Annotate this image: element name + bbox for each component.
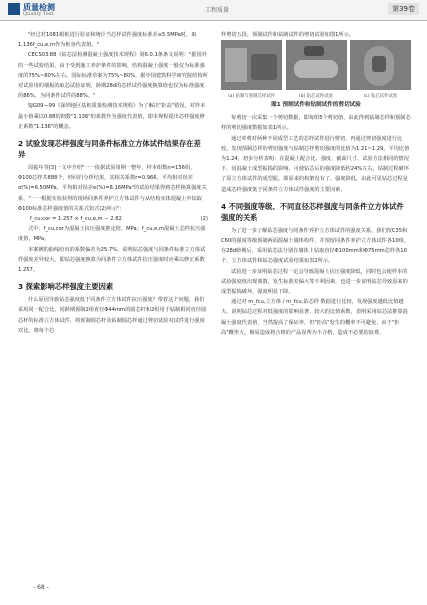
- section-title: 工程质量: [205, 7, 230, 14]
- page-header: [0, 0, 427, 26]
- paragraph: "经过对1081根桩进行验证和统计当芯样试件强度标准差≥5.5MPa时，取1.136f_cu,e,m作为桩身代表值。": [18, 32, 197, 49]
- magazine-title-en: Quality Test: [23, 11, 54, 17]
- paragraph: 什么原因导致钻芯强度低于同条件立方体试件抗压强度？带着这个问题，我们采用同一配合比，同龄期预制2组直径Φ44mm的圆芯杆和2组用于钻制相同直径圆芯杆的标准立方体试件，将预制圆芯杆及钻制圆芯样通过剪切试验对试件进行强度对比，将每个芯: [18, 297, 207, 334]
- equation-text: f_cu,cor = 1.257 × f_cu,e,m − 2.82: [30, 216, 122, 223]
- page-number: - 68 -: [33, 584, 49, 591]
- subcaption-b: (b) 钻芯试件试验: [299, 94, 333, 100]
- paragraph: 通过对 m_fcu,立方体 / m_fcu,钻芯样 数据进行比较，发现强度越低比值越大，说明钻芯过程对低强度的影响显著，较大的比值系数，表明采用钻芯法推算混凝土强度代表值，当然提高了保证率，但"拒高"发生的概率不可避免，由于"拒高"概率大，极易造成将合格的产品误判为不合格，造成不必要的浪费。: [221, 299, 408, 336]
- paragraph: CECS03∶88《钻芯法检测混凝土强度技术规程》第6.0.1条条文说明："据国外的一些试验结果，由于受到施工养护条件的影响，结构混凝土强度一般仅为标准强度的75%~80%左右，国际标准草案为75%~80%，据中国建筑科学研究院结构所对试验用的墙板的取芯试验证明，龄期28d的芯样试件强度换算值也仅为标准强度的86%，为同条件试件的88%。": [18, 52, 208, 100]
- figure-subcaptions: [221, 93, 411, 100]
- section-heading-4: 4 不同强度等级、不同直径芯样强度与同条件立方体试件强度的关系: [221, 201, 404, 222]
- paragraph: 本案例的曲线给出的系数偏差为25.7%，说明钻芯强度与同条件标准立方体试件强度差异较大，即钻芯强度换算为同条件立方体试件抗压强度时应乘以修正系数1.257。: [18, 246, 206, 274]
- paragraph: SJG09—99《深圳地区基桩质量检测技术规程》为了解决"拒高"错误，对样本最小值乘以0.88的倒数"1.136"的系数作为强度代表值，即本规程提出芯样强度修正系数"1.136"的概念。: [18, 103, 206, 130]
- section-heading-2: 2 试验发现芯样强度与同条件标准立方体试件结果存在差异: [18, 139, 201, 160]
- photo-c: [350, 40, 411, 90]
- figure-caption: 图1 预制试件和钻制试件的剪切试验: [271, 102, 361, 109]
- paragraph: 周振年等[3]一文中介绍"一一依据试验周期一整年，样本组数n=156组，Φ100芯样共888个，经回归分析结果，其相关系数r=0.966，平均相对误差σ(%)=6.50MPa，平均相对误差e(%)=8.16MPa"的试验结果得到芯样换算强度关系，"一一根据实验获得的现场同条件养护立方体试件与从结构实体混凝土中钻取Φ100标准芯样强度值的关系式如式(2)所示"：: [18, 165, 207, 212]
- paragraph: 式中：f_cu,cor为混凝土抗压强度推定值，MPa；f_cu,e,m混凝土芯样抗压强度值，MPa。: [18, 226, 206, 243]
- paragraph: 为了进一步了解钻芯强度与同条件养护立方体试件的强度关系，我们按C35和C60的强度等级预制两面混凝土墙体构件，并预留同条件养护立方体试件各10组，在28d龄期后，采用钻芯法分别在墙体上钻取直径Φ100mm和Φ75mm芯样各10个，立方体试件和钻芯强度试验结果如表2所示。: [221, 227, 410, 265]
- photo-b: [286, 40, 347, 90]
- paragraph: 通过单剪对两种不同成型工艺的芯样试件进行剪切，再通过剪切强度进行比较，发现预制芯样的剪切强度与钻制芯样剪切强度的比值为1.21~1.29，平均比值为1.24，初步分析表明：在混凝土配合比、强度、截面尺寸、试验方法相同的情况下，因混凝土成型振捣的影响，可使钻芯后的强度降低约24%左右，钻制过程破坏了原立方体试件的成型振，即原来的构架没有了，强度降低，由此可见钻芯过程是造成芯样强度低于同条件立方体试件强度的主要因素。: [221, 135, 410, 193]
- left-column: [18, 30, 208, 336]
- section-heading-3: 3 探索影响芯样强度主要因素: [18, 282, 114, 292]
- magazine-title: 质量检测: [23, 3, 55, 12]
- equation-2: [18, 214, 208, 224]
- subcaption-a: (a) 钻制与预制芯样试件: [227, 94, 276, 100]
- equation-number: (2): [200, 216, 208, 223]
- figure-1-photos: [221, 40, 411, 90]
- paragraph: 每剪切一次采集一个剪切数据，即每组5个剪切值，由此得到钻制芯样和预制芯样的剪切强度数据如表1所示。: [221, 115, 411, 132]
- right-column: [221, 30, 411, 338]
- paragraph: 试验进一步证明钻芯过程一定会导致混凝土抗压强度降低，同时也会使样本的试验强度值出现离散，发生标准差偏大等不利因素，也进一步证明钻芯导致原来的成型振捣破坏，强度明显下降。: [221, 268, 408, 296]
- paragraph: 样剪切五段，预制试件和钻制试件的剪切试验如图1所示。: [221, 32, 354, 38]
- magazine-logo-icon: [8, 3, 20, 15]
- subcaption-c: (c) 钻芯试件试验: [363, 94, 398, 100]
- photo-a: [221, 40, 282, 90]
- volume-badge: 第39卷: [388, 3, 419, 15]
